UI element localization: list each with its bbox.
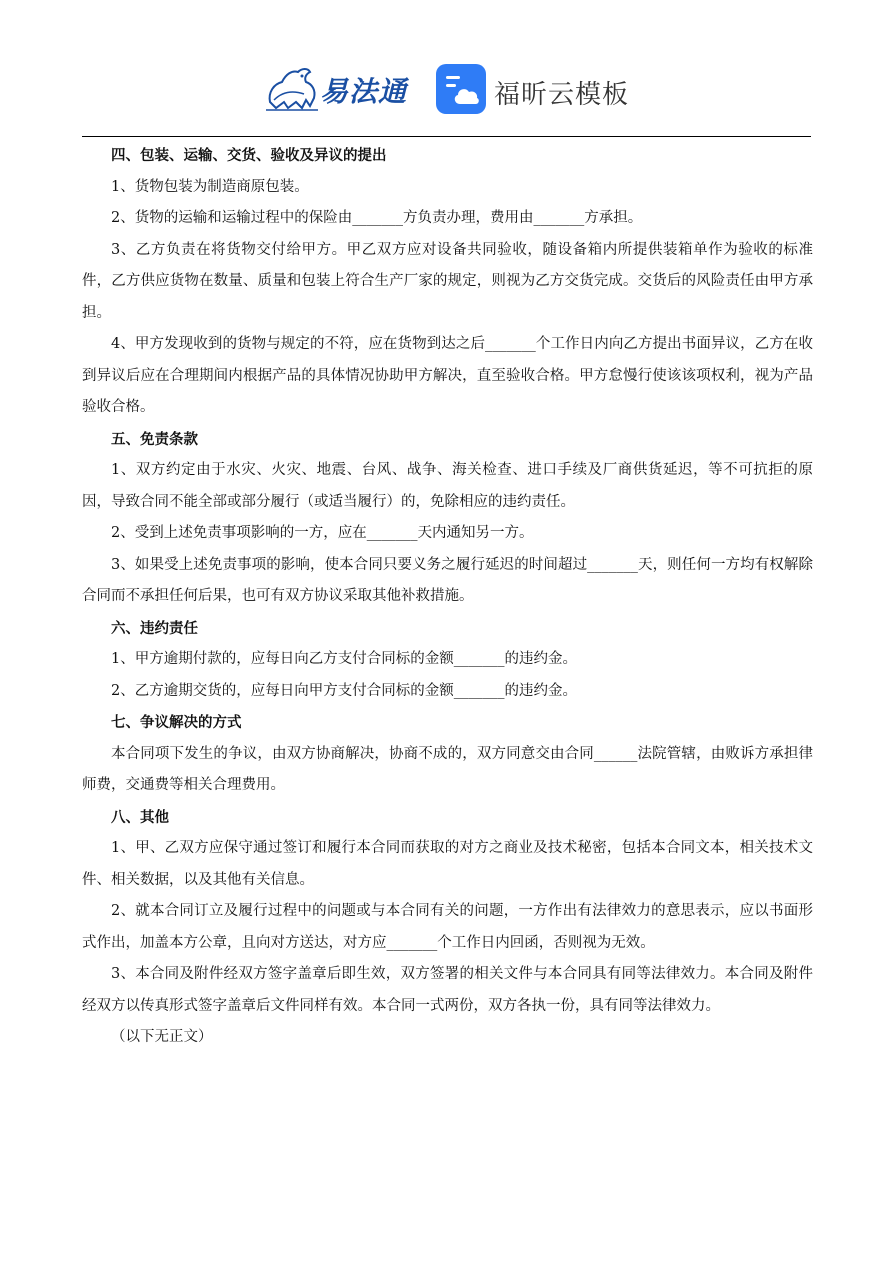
fuxin-logo-text: 福昕云模板	[494, 80, 630, 110]
clause-paragraph: （以下无正文）	[111, 1029, 213, 1045]
clause-paragraph: 1、甲、乙双方应保守通过签订和履行本合同而获取的对方之商业及技术秘密，包括本合同文本，相关技术文件、相关数据，以及其他有关信息。	[82, 840, 813, 888]
section-heading: 五、免责条款	[111, 430, 198, 448]
clause-paragraph: 3、本合同及附件经双方签字盖章后即生效，双方签署的相关文件与本合同具有同等法律效力。本合同及附件经双方以传真形式签字盖章后文件同样有效。本合同一式两份，双方各执一份，具有同等法律效力。	[82, 966, 813, 1014]
clause-paragraph: 3、乙方负责在将货物交付给甲方。甲乙双方应对设备共同验收，随设备箱内所提供装箱单作为验收的标准件，乙方供应货物在数量、质量和包装上符合生产厂家的规定，则视为乙方交货完成。交货后的风险责任由甲方承担。	[82, 241, 813, 321]
yifatong-logo-text: 易法通	[320, 75, 408, 108]
clause-paragraph: 4、甲方发现收到的货物与规定的不符，应在货物到达之后_______个工作日内向乙方提出书面异议，乙方在收到异议后应在合理期间内根据产品的具体情况协助甲方解决，直至验收合格。甲方怠慢行使该该项权利，视为产品验收合格。	[82, 336, 813, 415]
yifatong-logo	[262, 62, 422, 114]
section-heading: 六、违约责任	[111, 619, 198, 637]
clause-paragraph: 3、如果受上述免责事项的影响，使本合同只要义务之履行延迟的时间超过_______天，则任何一方均有权解除合同而不承担任何后果，也可有双方协议采取其他补救措施。	[82, 556, 813, 604]
section-heading: 七、争议解决的方式	[111, 714, 242, 731]
clause-paragraph: 2、乙方逾期交货的，应每日向甲方支付合同标的金额_______的违约金。	[111, 682, 577, 699]
section-heading: 四、包装、运输、交货、验收及异议的提出	[111, 147, 387, 164]
section-heading: 八、其他	[111, 808, 169, 826]
contract-body	[82, 140, 813, 1054]
cloud-document-icon	[436, 64, 486, 114]
clause-paragraph: 1、甲方逾期付款的，应每日向乙方支付合同标的金额_______的违约金。	[111, 651, 577, 667]
clause-paragraph: 2、货物的运输和运输过程中的保险由_______方负责办理，费用由_______方承担。	[111, 210, 643, 226]
clause-paragraph: 2、受到上述免责事项影响的一方，应在_______天内通知另一方。	[111, 525, 534, 541]
fuxin-logo	[436, 64, 656, 116]
clause-paragraph: 2、就本合同订立及履行过程中的问题或与本合同有关的问题，一方作出有法律效力的意思表示，应以书面形式作出，加盖本方公章，且向对方送达，对方应_______个工作日内回函，否则视为无效。	[82, 903, 813, 951]
clause-paragraph: 本合同项下发生的争议，由双方协商解决，协商不成的，双方同意交由合同______法院管辖，由败诉方承担律师费，交通费等相关合理费用。	[82, 745, 813, 793]
document-header	[82, 58, 811, 137]
clause-paragraph: 1、货物包装为制造商原包装。	[111, 178, 309, 195]
horse-logo-icon	[262, 62, 322, 114]
clause-paragraph: 1、双方约定由于水灾、火灾、地震、台风、战争、海关检查、进口手续及厂商供货延迟，等不可抗拒的原因，导致合同不能全部或部分履行（或适当履行）的，免除相应的违约责任。	[82, 462, 813, 510]
